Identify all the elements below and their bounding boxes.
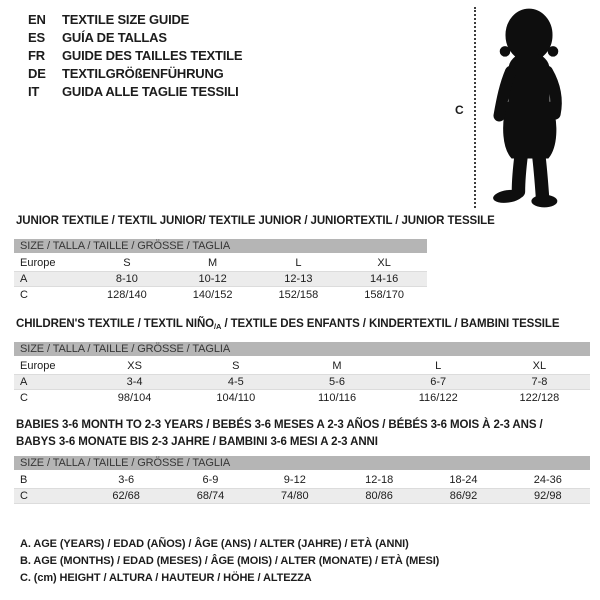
size-cell: 7-8: [531, 376, 548, 388]
size-cell: 68/74: [196, 490, 225, 502]
size-cell: M: [208, 257, 218, 269]
language-code: FR: [28, 47, 45, 63]
table-row: [14, 358, 590, 374]
size-cell: 110/116: [317, 392, 357, 404]
children-title-pre: CHILDREN'S TEXTILE / TEXTIL NIÑO: [16, 318, 215, 330]
height-measure-label: C: [455, 103, 464, 117]
size-cell: 86/92: [449, 490, 478, 502]
size-cell: 4-5: [227, 376, 244, 388]
row-label: B: [20, 474, 28, 486]
size-cell: 5-6: [329, 376, 345, 388]
size-cell: 6-9: [202, 474, 219, 486]
table-row: [14, 472, 590, 488]
size-cell: 18-24: [449, 474, 478, 486]
size-cell: XS: [127, 360, 142, 372]
row-label: Europe: [20, 360, 56, 372]
size-cell: 12-13: [284, 273, 313, 285]
size-cell: 9-12: [283, 474, 306, 486]
babies-size-table: [14, 456, 590, 504]
language-label: GUÍA DE TALLAS: [62, 29, 167, 45]
children-size-table: [14, 342, 590, 406]
junior-section-title: JUNIOR TEXTILE / TEXTIL JUNIOR/ TEXTILE JUNIOR / JUNIORTEXTIL / JUNIOR TESSILE: [16, 215, 495, 227]
size-cell: XL: [532, 360, 547, 372]
language-code: IT: [28, 83, 40, 99]
size-cell: 116/122: [418, 392, 458, 404]
size-header-bar: SIZE / TALLA / TAILLE / GRÖSSE / TAGLIA: [14, 456, 590, 470]
children-title-post: / TEXTILE DES ENFANTS / KINDERTEXTIL / BAMBINI TESSILE: [221, 318, 560, 330]
language-label: GUIDA ALLE TAGLIE TESSILI: [62, 83, 239, 99]
size-cell: 62/68: [112, 490, 140, 502]
row-label: C: [20, 392, 28, 404]
language-code: ES: [28, 29, 45, 45]
language-header: [28, 10, 242, 100]
size-header-bar: SIZE / TALLA / TAILLE / GRÖSSE / TAGLIA: [14, 239, 427, 253]
language-code: DE: [28, 65, 46, 81]
size-cell: 8-10: [115, 273, 138, 285]
children-section-title: [16, 318, 559, 331]
size-cell: S: [232, 360, 240, 372]
size-cell: 24-36: [533, 474, 562, 486]
language-label: TEXTILGRÖßENFÜHRUNG: [62, 65, 224, 81]
table-row: [14, 488, 590, 504]
size-cell: S: [123, 257, 131, 269]
size-cell: XL: [377, 257, 391, 269]
children-table-rows: [14, 358, 590, 406]
size-cell: 6-7: [430, 376, 447, 388]
language-row: [28, 64, 242, 82]
language-label: TEXTILE SIZE GUIDE: [62, 11, 190, 27]
size-cell: 80/86: [365, 490, 393, 502]
language-row: [28, 28, 242, 46]
footnote-a: A. AGE (YEARS) / EDAD (AÑOS) / ÂGE (ANS) / ALTER (JAHRE) / ETÀ (ANNI): [20, 538, 409, 550]
baby-silhouette-icon: [481, 8, 577, 210]
row-label: A: [20, 273, 28, 285]
language-code: EN: [28, 11, 46, 27]
size-cell: 104/110: [216, 392, 256, 404]
row-label: C: [20, 490, 28, 502]
size-cell: 152/158: [278, 289, 319, 301]
babies-title-line2: BABYS 3-6 MONATE BIS 2-3 JAHRE / BAMBINI 3-6 MESI A 2-3 ANNI: [16, 436, 378, 448]
size-header-bar: SIZE / TALLA / TAILLE / GRÖSSE / TAGLIA: [14, 342, 590, 356]
size-cell: M: [332, 360, 342, 372]
table-row: [14, 390, 590, 406]
junior-table-rows: [14, 255, 427, 303]
size-cell: 12-18: [365, 474, 394, 486]
size-cell: 98/104: [117, 392, 152, 404]
size-cell: 92/98: [534, 490, 562, 502]
table-row: [14, 255, 427, 271]
height-measure-dotted-line: [474, 7, 476, 208]
size-cell: L: [435, 360, 442, 372]
size-cell: 158/170: [364, 289, 404, 301]
size-cell: 128/140: [106, 289, 147, 301]
row-label: Europe: [20, 257, 56, 269]
size-cell: 140/152: [192, 289, 233, 301]
babies-section-title: [16, 417, 543, 451]
size-cell: 10-12: [198, 273, 227, 285]
junior-size-table: [14, 239, 427, 303]
table-row: [14, 271, 427, 287]
language-row: [28, 46, 242, 64]
row-label: C: [20, 289, 28, 301]
size-cell: 122/128: [519, 392, 560, 404]
footnote-b: B. AGE (MONTHS) / EDAD (MESES) / ÂGE (MOIS) / ALTER (MONATE) / ETÀ (MESI): [20, 555, 440, 567]
language-label: GUIDE DES TAILLES TEXTILE: [62, 47, 243, 63]
footnote-c: C. (cm) HEIGHT / ALTURA / HAUTEUR / HÖHE / ALTEZZA: [20, 572, 312, 584]
size-cell: L: [295, 257, 302, 269]
row-label: A: [20, 376, 28, 388]
babies-table-rows: [14, 472, 590, 504]
footnotes: [20, 536, 439, 587]
table-row: [14, 287, 427, 303]
table-row: [14, 374, 590, 390]
babies-title-line1: BABIES 3-6 MONTH TO 2-3 YEARS / BEBÉS 3-6 MESES A 2-3 AÑOS / BÉBÉS 3-6 MOIS À 2-3 ANS /: [16, 419, 543, 431]
children-title-subscript: /A: [214, 322, 222, 331]
language-row: [28, 10, 242, 28]
size-cell: 74/80: [281, 490, 309, 502]
size-cell: 3-6: [118, 474, 135, 486]
size-cell: 3-4: [126, 376, 143, 388]
size-cell: 14-16: [370, 273, 399, 285]
language-row: [28, 82, 242, 100]
